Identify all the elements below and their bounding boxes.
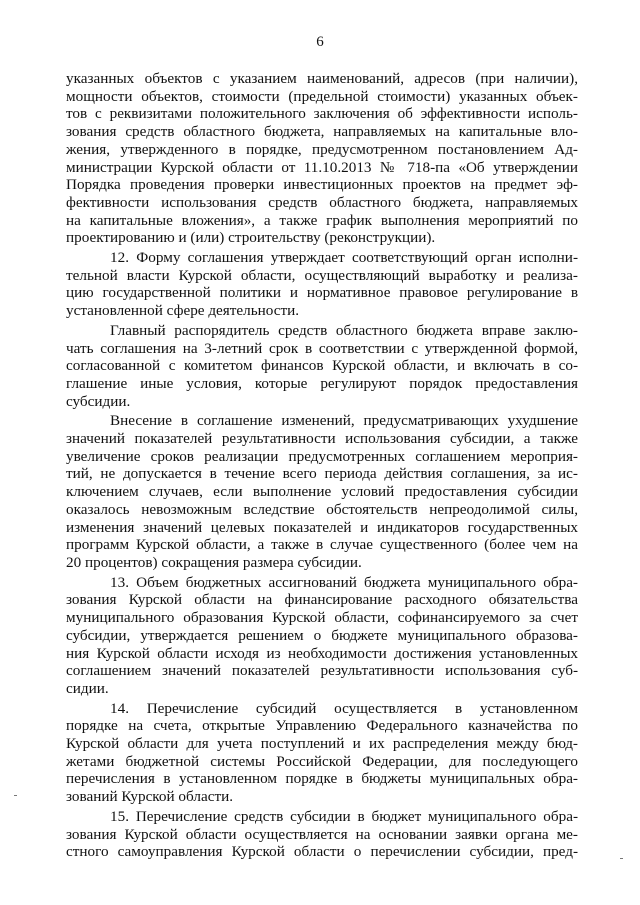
text-line: 14. Перечисление субсидий осуществляется в установленном — [110, 699, 578, 717]
paragraph-12 — [66, 249, 578, 320]
paragraph-15 — [66, 808, 578, 861]
text-line: оказалось невозможным вследствие обстоятельств непреодолимой силы, — [66, 500, 578, 518]
text-line: соглашением значений показателей результативности использования суб- — [66, 662, 578, 680]
paragraph-continuation — [66, 70, 578, 247]
text-line: сидии. — [66, 679, 109, 697]
paragraph-amendments — [66, 412, 578, 571]
text-line: субсидии, утверждается решением о бюджете муниципального образова- — [66, 626, 578, 644]
text-line: ния Курской области исходя из необходимости достижения установленных — [66, 644, 578, 662]
text-line: зований Курской области. — [66, 788, 234, 806]
text-line: изменения значений целевых показателей и индикаторов государственных — [66, 518, 578, 536]
text-line: зования средств областного бюджета, направляемых на капитальные вло- — [66, 123, 578, 141]
scan-mark — [620, 858, 623, 859]
text-line: установленной сфере деятельности. — [66, 302, 300, 320]
paragraph-14 — [66, 700, 578, 806]
document-body — [66, 70, 578, 861]
text-line: 12. Форму соглашения утверждает соответствующий орган исполни- — [110, 249, 578, 267]
text-line: Главный распорядитель средств областного бюджета вправе заклю- — [110, 321, 578, 339]
text-line: цию государственной политики и нормативное правовое регулирование в — [66, 284, 578, 302]
text-line: 15. Перечисление средств субсидии в бюджет муниципального обра- — [110, 807, 578, 825]
text-line: чать соглашения на 3-летний срок в соответствии с утвержденной формой, — [66, 339, 578, 357]
text-line: увеличение сроков реализации предусмотренных соглашением мероприя- — [66, 447, 578, 465]
text-line: ключением случаев, если выполнение условий предоставления субсидии — [66, 483, 578, 501]
scan-mark — [14, 795, 17, 796]
text-line: 13. Объем бюджетных ассигнований бюджета муниципального обра- — [110, 573, 578, 591]
text-line: стного самоуправления Курской области о перечислении субсидии, пред- — [66, 843, 578, 861]
page-number: 6 — [316, 34, 324, 50]
text-line: зования Курской области осуществляется на основании заявки органа ме- — [66, 825, 578, 843]
text-line: проектированию и (или) строительству (реконструкции). — [66, 229, 436, 247]
text-line: значений показателей результативности использования субсидии, а также — [66, 430, 578, 448]
text-line: жения, утвержденного в порядке, предусмотренном постановлением Ад- — [66, 140, 578, 158]
text-line: Курской области для учета поступлений и их распределения между бюд- — [66, 735, 578, 753]
text-line: муниципального образования Курской области, софинансируемого за счет — [66, 609, 578, 627]
text-line: фективности использования средств областного бюджета, направляемых — [66, 193, 578, 211]
text-line: тий, не допускается в течение всего периода действия соглашения, за ис- — [66, 465, 578, 483]
text-line: зования Курской области на финансирование расходного обязательства — [66, 591, 578, 609]
text-line: порядке на счета, открытые Управлению Федерального казначейства по — [66, 717, 578, 735]
text-line: глашение иные условия, которые регулируют порядок предоставления — [66, 374, 578, 392]
text-line: согласованной с комитетом финансов Курской области, и включать в со- — [66, 357, 578, 375]
text-line: указанных объектов с указанием наименований, адресов (при наличии), — [66, 70, 578, 87]
text-line: субсидии. — [66, 392, 131, 410]
text-line: тов с реквизитами положительного заключения об эффективности исполь- — [66, 105, 578, 123]
text-line: мощности объектов, стоимости (предельной стоимости) указанных объек- — [66, 87, 578, 105]
paragraph-chief-distributor — [66, 322, 578, 411]
text-line: на капитальные вложения», а также график выполнения мероприятий по — [66, 211, 578, 229]
text-line: тельной власти Курской области, осуществляющий выработку и реализа- — [66, 266, 578, 284]
text-line: министрации Курской области от 11.10.2013 № 718-па «Об утверждении — [66, 158, 578, 176]
text-line: Порядка проведения проверки инвестиционных проектов на предмет эф- — [66, 176, 578, 194]
text-line: 20 процентов) сокращения размера субсидии. — [66, 553, 362, 571]
text-line: программ Курской области, а также в случае существенного (более чем на — [66, 536, 578, 554]
text-line: жетами бюджетной системы Российской Федерации, для последующего — [66, 752, 578, 770]
text-line: перечисления в установленном порядке в бюджеты муниципальных обра- — [66, 770, 578, 788]
paragraph-13 — [66, 574, 578, 698]
text-line: Внесение в соглашение изменений, предусматривающих ухудшение — [110, 412, 578, 430]
